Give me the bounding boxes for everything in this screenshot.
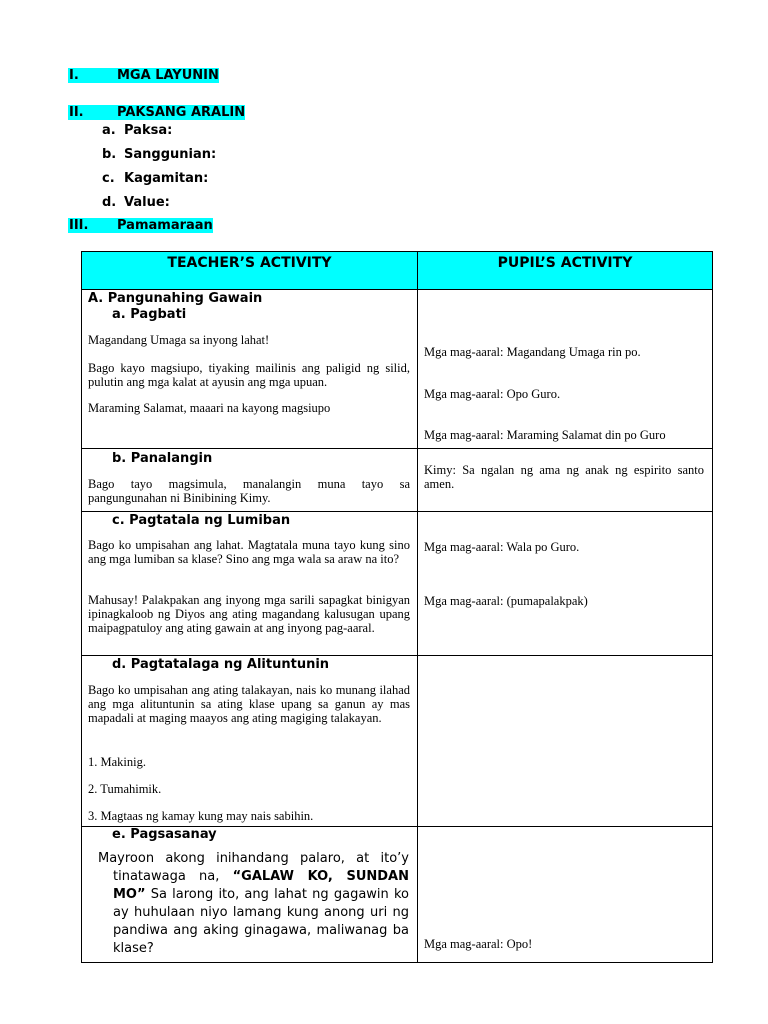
rule-item: 1. Makinig. [88,755,146,769]
row-divider [82,289,712,290]
rule-item: 2. Tumahimik. [88,782,162,796]
column-divider [417,252,418,962]
pupil-text: Mga mag-aaral: (pumapalakpak) [424,594,588,608]
subsection-pagsasanay: e. Pagsasanay [112,827,217,842]
teacher-text: Maraming Salamat, maaari na kayong magsiupo [88,401,331,415]
heading-mga-layunin [68,67,219,84]
rule-item: 3. Magtaas ng kamay kung may nais sabihin. [88,809,314,823]
pupil-text: Kimy: Sa ngalan ng ama ng anak ng espirito santo amen. [424,463,704,491]
list-item: a. Paksa: [102,123,173,138]
row-divider [82,655,712,656]
heading-label: Pamamaraan [117,218,213,233]
list-item: d. Value: [102,195,170,210]
pagsasanay-instruction: Mayroon akong inihandang palaro, at ito’y tinatawaga na, “GALAW KO, SUNDAN MO” Sa larong ito, ang lahat ng gagawin ko ay huhulaan niyo lamang kung anong uri ng pandiwa ang aking ginagawa, maliwanag ba klase? [98,851,409,956]
teacher-text: Magandang Umaga sa inyong lahat! [88,333,270,347]
subsection-pagtatalaga-ng-alituntunin: d. Pagtatalaga ng Alituntunin [112,657,330,672]
heading-number: I. [69,68,79,83]
subsection-panalangin: b. Panalangin [112,451,213,466]
heading-number: III. [69,218,89,233]
game-name: “GALAW KO, SUNDAN MO” [113,869,409,902]
teacher-text: Bago tayo magsimula, manalangin muna tayo sa pangungunahan ni Binibining Kimy. [88,477,410,505]
subsection-pagtatala-ng-lumiban: c. Pagtatala ng Lumiban [112,513,291,528]
section-pangunahing-gawain: A. Pangunahing Gawain [88,291,263,306]
heading-label: PAKSANG ARALIN [117,105,246,120]
pupil-text: Mga mag-aaral: Magandang Umaga rin po. [424,345,641,359]
list-item: c. Kagamitan: [102,171,209,186]
teacher-text: Bago ko umpisahan ang lahat. Magtatala muna tayo kung sino ang mga lumiban sa klase? Sino ang mga wala sa araw na ito? [88,538,410,566]
activity-table [81,251,713,963]
pupil-text: Mga mag-aaral: Opo! [424,937,533,951]
pupil-activity-header: PUPIL’S ACTIVITY [497,255,633,271]
heading-label: MGA LAYUNIN [117,68,219,83]
heading-pamamaraan [68,217,213,234]
pupil-text: Mga mag-aaral: Opo Guro. [424,387,561,401]
row-divider [82,511,712,512]
teacher-text: Mahusay! Palakpakan ang inyong mga sarili sapagkat binigyan ipinagkaloob ng Diyos ang ating magandang kalusugan upang maipagpatuloy ang ating gawain at ang inyong pag-aaral. [88,593,410,635]
heading-paksang-aralin [68,104,245,121]
subsection-pagbati: a. Pagbati [112,307,187,322]
heading-number: II. [69,105,84,120]
row-divider [82,448,712,449]
pupil-text: Mga mag-aaral: Maraming Salamat din po Guro [424,428,666,442]
list-item: b. Sanggunian: [102,147,217,162]
teacher-text: Bago kayo magsiupo, tiyaking mailinis ang paligid ng silid, pulutin ang mga kalat at ayusin ang mga upuan. [88,361,410,389]
teacher-text: Bago ko umpisahan ang ating talakayan, nais ko munang ilahad ang mga alituntunin sa ating klase upang sa ganun ay mas mapadali at maging maayos ang ating magiging talakayan. [88,683,410,725]
teacher-activity-header: TEACHER’S ACTIVITY [167,255,332,271]
pupil-text: Mga mag-aaral: Wala po Guro. [424,540,580,554]
